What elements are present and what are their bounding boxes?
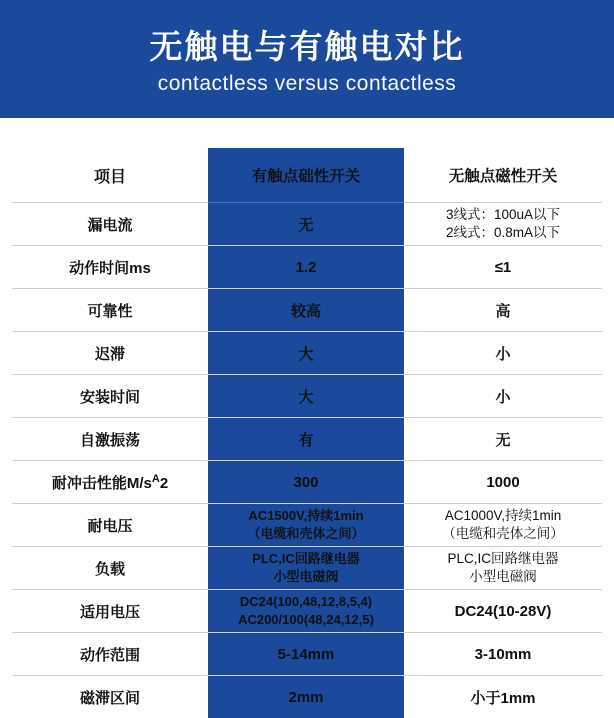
right-value-line2: 小型电磁阀 [404,568,602,586]
row-mid-value: 1.2 [208,246,404,289]
right-value-line1: AC1000V,持续1min [404,507,602,525]
row-label: 负载 [12,547,208,590]
table-row [12,418,602,461]
page-header [0,0,614,118]
row-label: 动作范围 [12,633,208,676]
header-cell-contact-switch: 有触点础性开关 [208,148,404,203]
row-right-value [404,547,602,590]
row-label-suffix: 2 [160,475,168,492]
table-row [12,289,602,332]
row-mid-value: 无 [208,203,404,246]
row-label: 耐电压 [12,504,208,547]
table-row [12,375,602,418]
table-header-row [12,148,602,203]
right-value-line2: 2线式：0.8mA以下 [404,224,602,242]
row-right-value: ≤1 [404,246,602,289]
right-value-line1: PLC,IC回路继电器 [404,550,602,568]
row-label-superscript: A [152,473,160,485]
right-value-line2: （电缆和壳体之间） [404,525,602,543]
row-right-value: 无 [404,418,602,461]
row-right-value: 1000 [404,461,602,504]
row-label [12,461,208,504]
row-label: 迟滞 [12,332,208,375]
right-value-line1: 3线式：100uA以下 [404,206,602,224]
row-right-value [404,504,602,547]
table-row [12,504,602,547]
mid-value-line2: AC200/100(48,24,12,5) [208,611,404,629]
table-row [12,203,602,246]
row-mid-value [208,504,404,547]
header-cell-contactless-switch: 无触点磁性开关 [404,148,602,203]
header-cell-item: 项目 [12,148,208,203]
row-label: 自激振荡 [12,418,208,461]
comparison-table [12,148,602,718]
row-right-value [404,203,602,246]
row-mid-value [208,590,404,633]
row-label: 漏电流 [12,203,208,246]
row-label-prefix: 耐冲击性能M/s [52,475,152,492]
row-mid-value: 有 [208,418,404,461]
row-label: 可靠性 [12,289,208,332]
table-row [12,332,602,375]
page-subtitle: contactless versus contactless [158,72,457,96]
row-label: 磁滞区间 [12,676,208,718]
table-row [12,676,602,718]
table-row [12,590,602,633]
row-mid-value [208,547,404,590]
row-right-value: 高 [404,289,602,332]
row-mid-value: 5-14mm [208,633,404,676]
table-row [12,461,602,504]
row-right-value: 小于1mm [404,676,602,718]
row-right-value: 小 [404,375,602,418]
mid-value-line1: DC24(100,48,12,8,5,4) [208,593,404,611]
row-label: 安装时间 [12,375,208,418]
table-row [12,633,602,676]
row-mid-value: 较高 [208,289,404,332]
comparison-table-wrap [0,118,614,718]
table-row [12,547,602,590]
table-row [12,246,602,289]
row-right-value: 3-10mm [404,633,602,676]
row-mid-value: 300 [208,461,404,504]
mid-value-line2: （电缆和壳体之间） [208,525,404,543]
row-mid-value: 大 [208,332,404,375]
mid-value-line1: PLC,IC回路继电器 [208,550,404,568]
row-right-value: DC24(10-28V) [404,590,602,633]
row-label: 适用电压 [12,590,208,633]
row-label: 动作时间ms [12,246,208,289]
row-right-value: 小 [404,332,602,375]
page-title: 无触电与有触电对比 [150,28,465,66]
mid-value-line2: 小型电磁阀 [208,568,404,586]
mid-value-line1: AC1500V,持续1min [208,507,404,525]
row-mid-value: 大 [208,375,404,418]
row-mid-value: 2mm [208,676,404,718]
